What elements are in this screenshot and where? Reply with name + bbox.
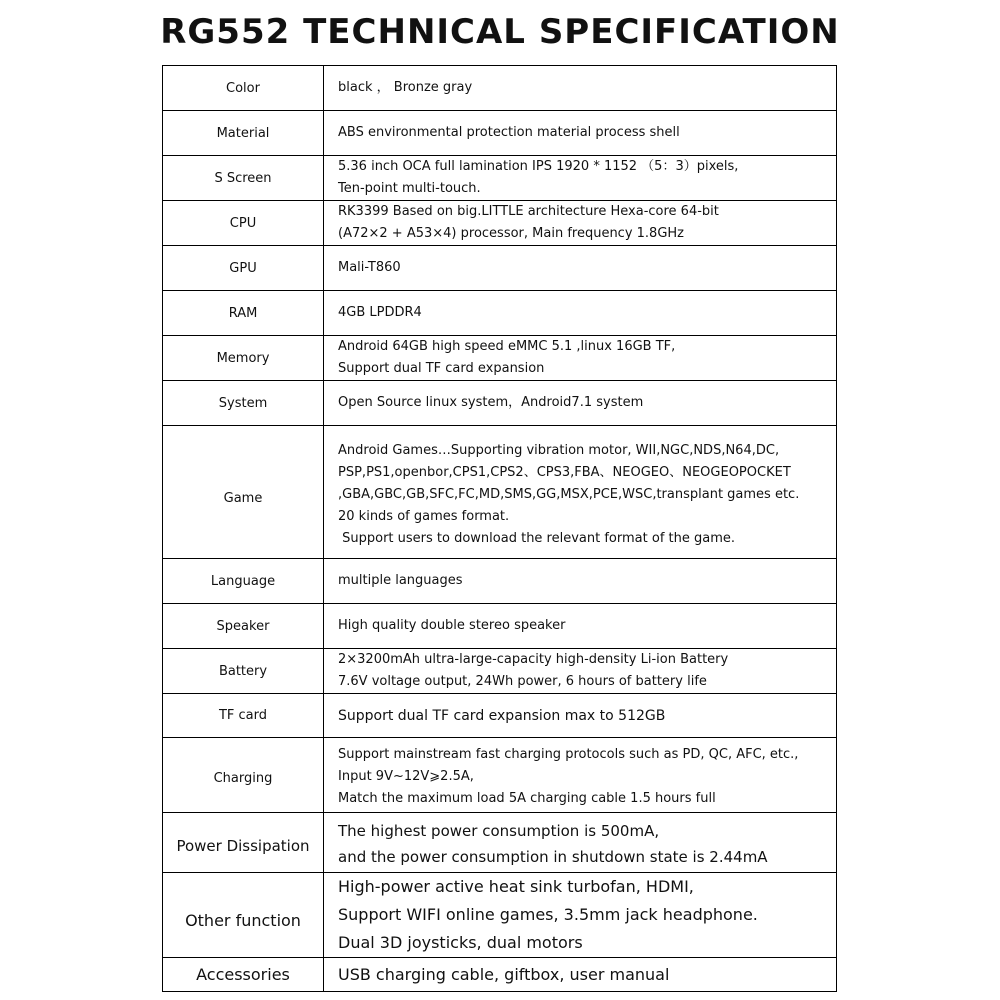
table-row bbox=[163, 111, 837, 156]
row-label-material: Material bbox=[163, 111, 324, 156]
table-row bbox=[163, 649, 837, 694]
row-value-material: ABS environmental protection material process shell bbox=[324, 111, 837, 156]
row-value-tf-card: Support dual TF card expansion max to 512GB bbox=[324, 694, 837, 738]
table-row bbox=[163, 694, 837, 738]
table-row bbox=[163, 291, 837, 336]
table-row bbox=[163, 156, 837, 201]
row-value-ram: 4GB LPDDR4 bbox=[324, 291, 837, 336]
row-value-language: multiple languages bbox=[324, 559, 837, 604]
row-value-accessories: USB charging cable, giftbox, user manual bbox=[324, 958, 837, 992]
row-value-battery: 2×3200mAh ultra-large-capacity high-density Li-ion Battery 7.6V voltage output, 24Wh power, 6 hours of battery life bbox=[324, 649, 837, 694]
table-row bbox=[163, 559, 837, 604]
row-label-power-dissipation: Power Dissipation bbox=[163, 813, 324, 873]
row-label-cpu: CPU bbox=[163, 201, 324, 246]
row-label-game: Game bbox=[163, 426, 324, 559]
row-value-charging: Support mainstream fast charging protocols such as PD, QC, AFC, etc., Input 9V~12V⩾2.5A, Match the maximum load 5A charging cable 1.5 hours full bbox=[324, 738, 837, 813]
row-label-gpu: GPU bbox=[163, 246, 324, 291]
page-title: RG552 TECHNICAL SPECIFICATION bbox=[160, 12, 840, 52]
table-row bbox=[163, 738, 837, 813]
row-label-charging: Charging bbox=[163, 738, 324, 813]
row-value-memory: Android 64GB high speed eMMC 5.1 ,linux 16GB TF, Support dual TF card expansion bbox=[324, 336, 837, 381]
row-value-screen: 5.36 inch OCA full lamination IPS 1920 * 1152 （5：3）pixels, Ten-point multi-touch. bbox=[324, 156, 837, 201]
table-row bbox=[163, 873, 837, 958]
row-value-speaker: High quality double stereo speaker bbox=[324, 604, 837, 649]
row-value-other-function: High-power active heat sink turbofan, HDMI, Support WIFI online games, 3.5mm jack headphone. Dual 3D joysticks, dual motors bbox=[324, 873, 837, 958]
table-row bbox=[163, 426, 837, 559]
row-value-gpu: Mali-T860 bbox=[324, 246, 837, 291]
row-label-tf-card: TF card bbox=[163, 694, 324, 738]
table-row bbox=[163, 381, 837, 426]
spec-table bbox=[162, 65, 837, 992]
table-row bbox=[163, 604, 837, 649]
table-row bbox=[163, 958, 837, 992]
row-label-color: Color bbox=[163, 66, 324, 111]
table-row bbox=[163, 813, 837, 873]
row-value-system: Open Source linux system，Android7.1 system bbox=[324, 381, 837, 426]
row-label-speaker: Speaker bbox=[163, 604, 324, 649]
table-row bbox=[163, 66, 837, 111]
row-value-power-dissipation: The highest power consumption is 500mA, and the power consumption in shutdown state is 2.44mA bbox=[324, 813, 837, 873]
table-row bbox=[163, 246, 837, 291]
row-label-accessories: Accessories bbox=[163, 958, 324, 992]
table-row bbox=[163, 201, 837, 246]
row-label-system: System bbox=[163, 381, 324, 426]
table-row bbox=[163, 336, 837, 381]
row-label-language: Language bbox=[163, 559, 324, 604]
row-label-memory: Memory bbox=[163, 336, 324, 381]
row-value-game: Android Games…Supporting vibration motor, WII,NGC,NDS,N64,DC, PSP,PS1,openbor,CPS1,CPS2、CPS3,FBA、NEOGEO、NEOGEOPOCKET ,GBA,GBC,GB,SFC,FC,MD,SMS,GG,MSX,PCE,WSC,transplant games etc. 20 kinds of games format. Support users to download the relevant format of the game. bbox=[324, 426, 837, 559]
row-label-screen: S Screen bbox=[163, 156, 324, 201]
row-label-ram: RAM bbox=[163, 291, 324, 336]
row-label-battery: Battery bbox=[163, 649, 324, 694]
row-label-other-function: Other function bbox=[163, 873, 324, 958]
row-value-color: black ， Bronze gray bbox=[324, 66, 837, 111]
row-value-cpu: RK3399 Based on big.LITTLE architecture Hexa-core 64-bit (A72×2 + A53×4) processor, Main frequency 1.8GHz bbox=[324, 201, 837, 246]
